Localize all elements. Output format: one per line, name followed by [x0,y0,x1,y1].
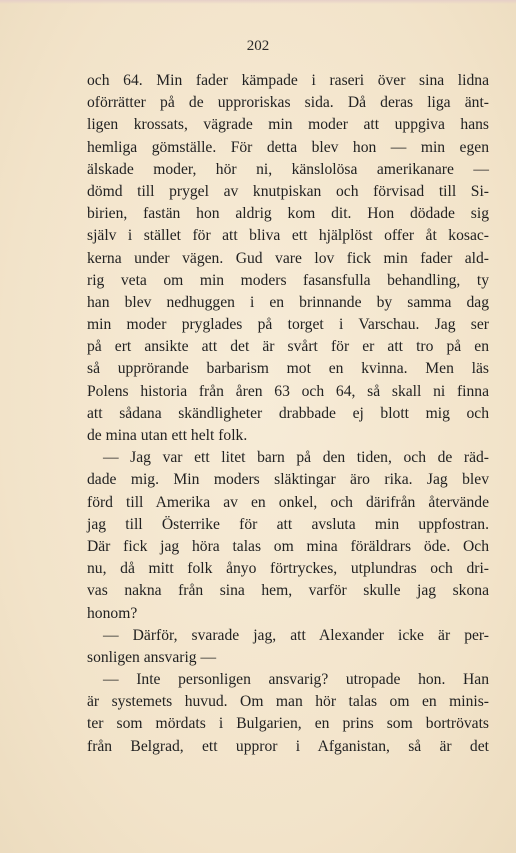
text-line: oförrätter på de upproriskas sida. Då deras liga änt- [87,94,489,112]
text-line: nu, då mitt folk ånyo förtryckes, utplundras och dri- [87,560,489,578]
text-line: kerna under vägen. Gud vare lov fick min fader ald- [87,249,489,267]
text-line: min moder pryglades på torget i Varschau. Jag ser [87,316,489,334]
text-line: är systemets huvud. Om man hör talas om en minis- [87,693,489,711]
text-line: — Inte personligen ansvarig? utropade hon. Han [103,671,489,689]
text-line: dade mig. Min moders släktingar äro rika. Jag blev [87,471,489,489]
text-line: Polens historia från åren 63 och 64, så skall ni finna [87,382,489,400]
text-line: förd till Amerika av en onkel, och därifrån återvände [87,493,489,511]
text-line: — Jag var ett litet barn på den tiden, och de räd- [103,449,489,467]
text-line: att sådana skändligheter drabbade ej blott mig och [87,404,489,422]
page-number: 202 [246,38,270,54]
text-line: jag till Österrike för att avsluta min uppfostran. [87,515,489,533]
body-text [87,70,489,758]
text-line: birien, fastän hon aldrig kom dit. Hon dödade sig [87,205,489,223]
text-line: rig veta om min moders fasansfulla behandling, ty [87,271,489,289]
text-line: så upprörande barbarism mot en kvinna. Men läs [87,360,489,378]
text-line: ter som mördats i Bulgarien, en prins som bortrövats [87,715,489,733]
text-line: — Därför, svarade jag, att Alexander icke är per- [103,626,489,644]
text-line: ligen krossats, vägrade min moder att uppgiva hans [87,116,489,134]
text-line: han blev nedhuggen i en brinnande by samma dag [87,293,489,311]
text-line: vas nakna från sina hem, varför skulle jag skona [87,582,489,600]
text-line: från Belgrad, ett uppror i Afganistan, så är det [87,737,489,755]
text-line: dömd till prygel av knutpiskan och förvisad till Si- [87,182,489,200]
text-line: själv i stället för att bliva ett hjälplöst offer åt kosac- [87,227,489,245]
text-line: sonligen ansvarig — [87,648,217,666]
text-line: älskade moder, hör ni, känslolösa amerikanare — [87,160,489,178]
text-line: de mina utan ett helt folk. [87,427,248,444]
text-line: honom? [87,604,138,622]
text-line: Där fick jag höra talas om mina föräldrars öde. Och [87,537,489,555]
text-line: och 64. Min fader kämpade i raseri över sina lidna [87,72,489,89]
text-line: på ert ansikte att det är svårt för er att tro på en [87,338,489,356]
page-top-edge [0,0,516,4]
text-line: hemliga gömställe. För detta blev hon — min egen [87,138,489,156]
